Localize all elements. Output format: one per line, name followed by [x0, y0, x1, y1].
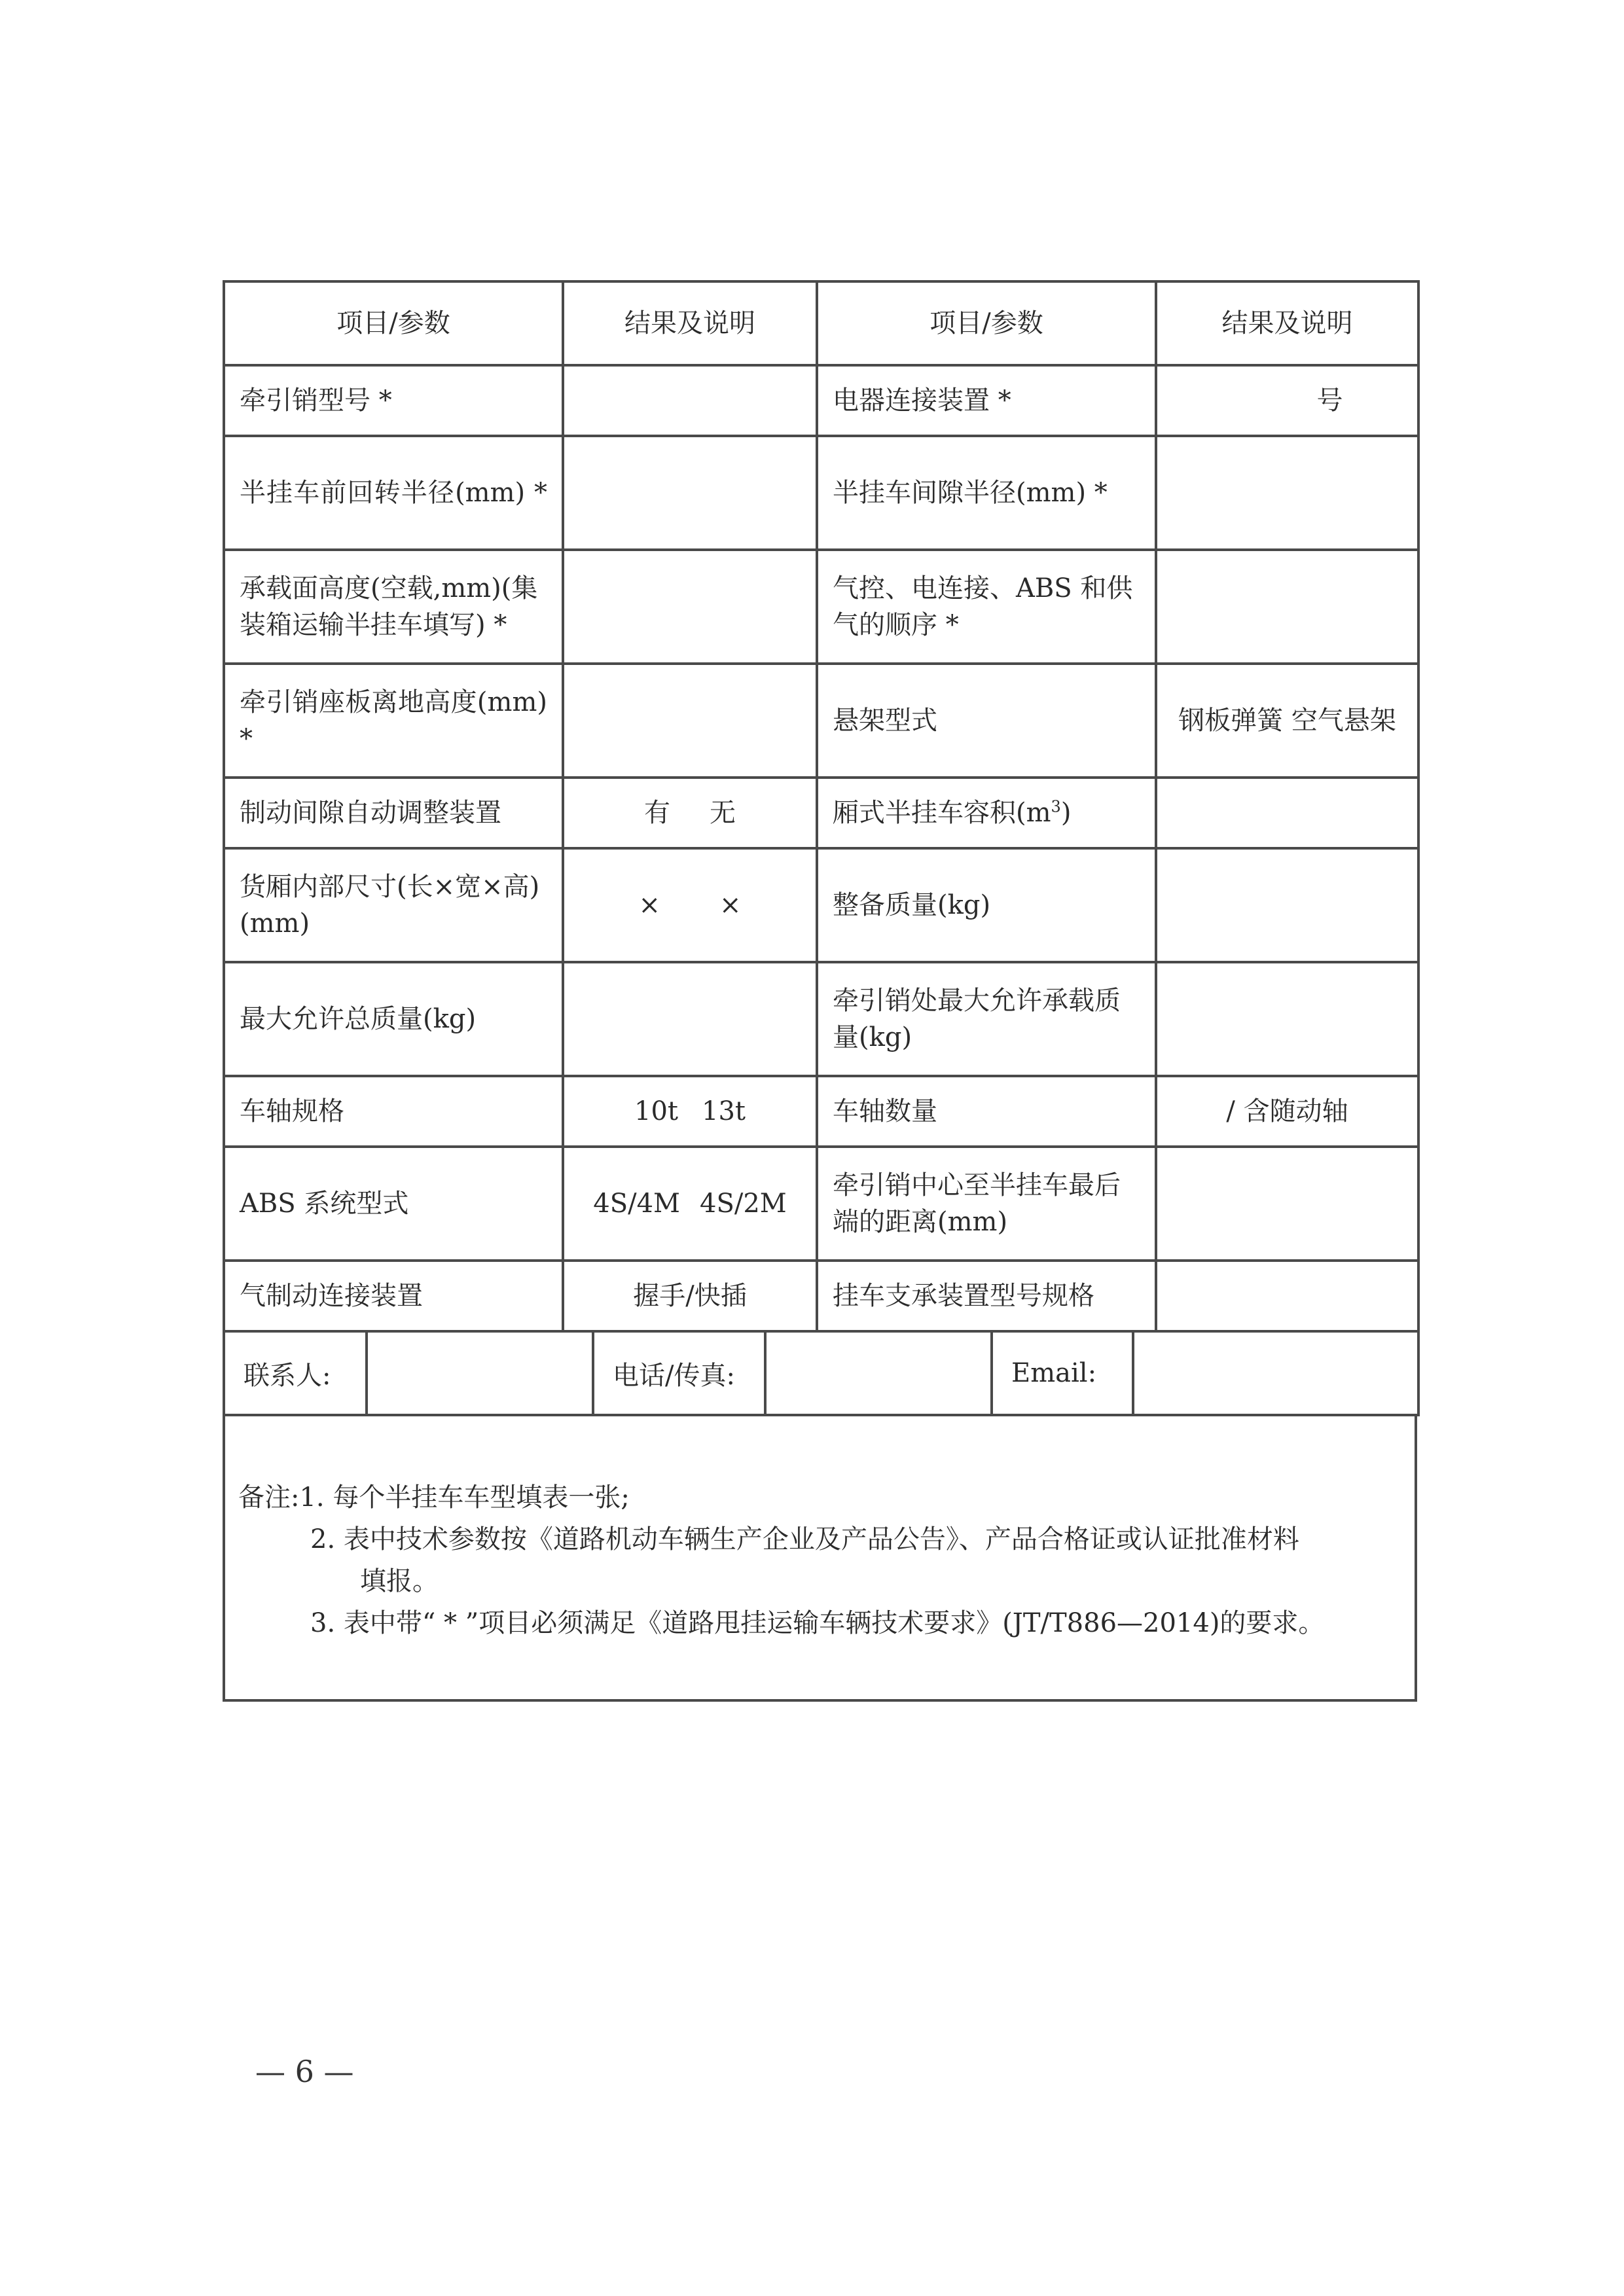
result-connection-order[interactable] — [1156, 550, 1418, 664]
email-field[interactable] — [1133, 1331, 1418, 1415]
header-result-right: 结果及说明 — [1156, 281, 1418, 365]
result-slack-adjuster[interactable] — [563, 778, 817, 848]
result-curb-mass[interactable] — [1156, 848, 1418, 962]
item-deck-height: 承载面高度(空载,mm)(集装箱运输半挂车填写) * — [224, 550, 563, 664]
spec-sheet — [223, 280, 1417, 1702]
times-sign-2: × — [719, 890, 742, 920]
item-landing-gear: 挂车支承装置型号规格 — [817, 1261, 1156, 1331]
item-kingpin-model: 牵引销型号 * — [224, 365, 563, 436]
item-kingpin-max-load: 牵引销处最大允许承载质量(kg) — [817, 962, 1156, 1076]
contact-table — [223, 1330, 1420, 1416]
connector-suffix: 号 — [1316, 386, 1343, 416]
result-landing-gear[interactable] — [1156, 1261, 1418, 1331]
item-box-volume: 厢式半挂车容积$(m^3)$ — [817, 778, 1156, 848]
item-curb-mass: 整备质量(kg) — [817, 848, 1156, 962]
table-row — [224, 664, 1418, 778]
page-number: — 6 — — [255, 2054, 354, 2089]
table-row — [224, 778, 1418, 848]
item-electrical-connector: 电器连接装置 * — [817, 365, 1156, 436]
item-clearance-radius: 半挂车间隙半径(mm) * — [817, 436, 1156, 550]
item-connection-order: 气控、电连接、ABS 和供气的顺序 * — [817, 550, 1156, 664]
notes-content — [238, 1477, 1410, 1644]
table-row — [224, 436, 1418, 550]
item-abs-type: ABS 系统型式 — [224, 1147, 563, 1261]
note-3: 3. 表中带“ * ”项目必须满足《道路甩挂运输车辆技术要求》(JT/T886—2014)的要求。 — [310, 1608, 1325, 1638]
result-front-swing-radius[interactable] — [563, 436, 817, 550]
header-result-left: 结果及说明 — [563, 281, 817, 365]
item-kingpin-plate-height: 牵引销座板离地高度(mm) * — [224, 664, 563, 778]
table-header-row — [224, 281, 1418, 365]
email-label: Email: — [992, 1331, 1133, 1415]
header-item-right: 项目/参数 — [817, 281, 1156, 365]
result-suspension-type[interactable]: 钢板弹簧 空气悬架 — [1156, 664, 1418, 778]
result-kingpin-model[interactable] — [563, 365, 817, 436]
result-kingpin-plate-height[interactable] — [563, 664, 817, 778]
result-clearance-radius[interactable] — [1156, 436, 1418, 550]
result-max-gross-mass[interactable] — [563, 962, 817, 1076]
notes-prefix: 备注: — [238, 1482, 300, 1513]
result-abs-type[interactable] — [563, 1147, 817, 1261]
option-no[interactable]: 无 — [710, 798, 736, 828]
spec-table — [223, 280, 1420, 1333]
table-row — [224, 550, 1418, 664]
item-air-brake-coupling: 气制动连接装置 — [224, 1261, 563, 1331]
result-box-dimensions[interactable] — [563, 848, 817, 962]
table-row — [224, 1147, 1418, 1261]
result-kingpin-max-load[interactable] — [1156, 962, 1418, 1076]
table-row — [224, 1076, 1418, 1147]
result-air-brake-coupling[interactable]: 握手/快插 — [563, 1261, 817, 1331]
result-axle-count[interactable]: / 含随动轴 — [1156, 1076, 1418, 1147]
item-kingpin-rear-distance: 牵引销中心至半挂车最后端的距离(mm) — [817, 1147, 1156, 1261]
option-4s2m[interactable]: 4S/2M — [700, 1189, 787, 1219]
contact-person-field[interactable] — [367, 1331, 593, 1415]
result-box-volume[interactable] — [1156, 778, 1418, 848]
table-row — [224, 1261, 1418, 1331]
item-box-dimensions: 货厢内部尺寸(长×宽×高)(mm) — [224, 848, 563, 962]
note-1: 备注:1. 每个半挂车车型填表一张; — [238, 1482, 630, 1513]
item-suspension-type: 悬架型式 — [817, 664, 1156, 778]
result-deck-height[interactable] — [563, 550, 817, 664]
item-front-swing-radius: 半挂车前回转半径(mm) * — [224, 436, 563, 550]
item-axle-count: 车轴数量 — [817, 1076, 1156, 1147]
result-axle-spec[interactable] — [563, 1076, 817, 1147]
item-max-gross-mass: 最大允许总质量(kg) — [224, 962, 563, 1076]
phone-fax-field[interactable] — [765, 1331, 992, 1415]
option-13t[interactable]: 13t — [702, 1096, 746, 1126]
option-10t[interactable]: 10t — [634, 1096, 678, 1126]
note-2: 2. 表中技术参数按《道路机动车辆生产企业及产品公告》、产品合格证或认证批准材料 — [310, 1524, 1299, 1554]
item-slack-adjuster: 制动间隙自动调整装置 — [224, 778, 563, 848]
result-electrical-connector[interactable] — [1156, 365, 1418, 436]
table-row — [224, 962, 1418, 1076]
option-yes[interactable]: 有 — [644, 798, 670, 828]
table-row — [224, 365, 1418, 436]
item-axle-spec: 车轴规格 — [224, 1076, 563, 1147]
header-item-left: 项目/参数 — [224, 281, 563, 365]
option-4s4m[interactable]: 4S/4M — [593, 1189, 680, 1219]
note-2-continued: 填报。 — [360, 1566, 439, 1596]
times-sign-1: × — [638, 890, 660, 920]
phone-fax-label: 电话/传真: — [593, 1331, 765, 1415]
table-row — [224, 848, 1418, 962]
result-kingpin-rear-distance[interactable] — [1156, 1147, 1418, 1261]
notes-box — [223, 1416, 1417, 1702]
contact-person-label: 联系人: — [224, 1331, 367, 1415]
